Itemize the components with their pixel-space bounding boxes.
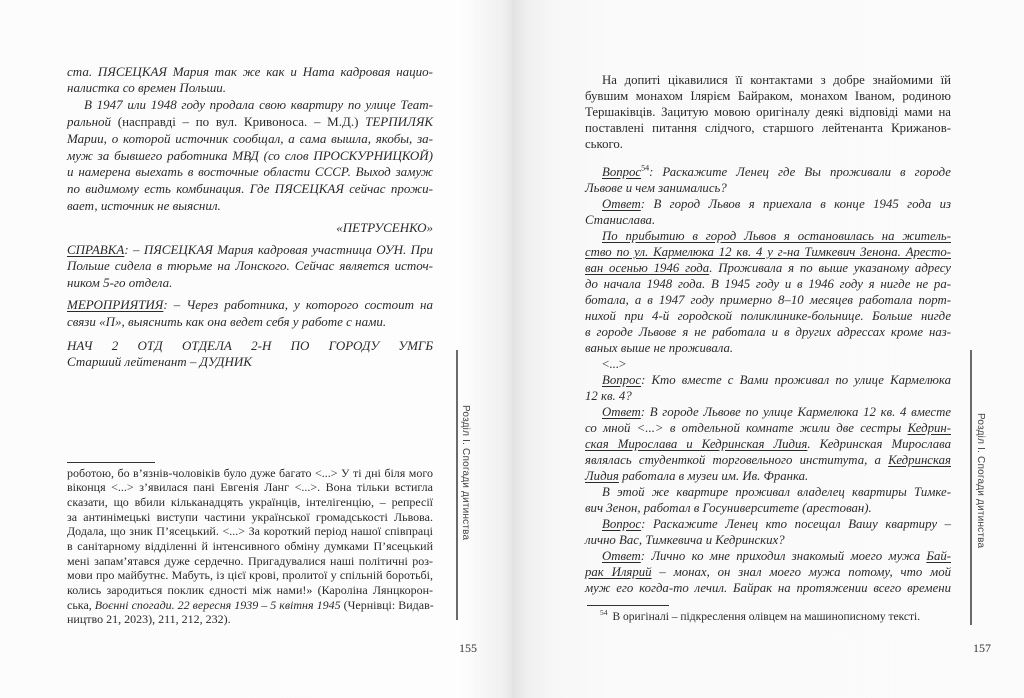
text-line: ником 5-го отдела. bbox=[67, 275, 173, 291]
paragraph bbox=[585, 196, 951, 228]
text-segment: со мной <...> в отдельной комнате жили две сестры bbox=[585, 421, 908, 435]
text-line bbox=[585, 260, 951, 276]
text-line bbox=[585, 436, 951, 452]
underlined-text: рак Илярий bbox=[585, 565, 652, 579]
underlined-text: Вопрос bbox=[602, 165, 642, 179]
text-line bbox=[585, 372, 951, 388]
text-line: Марии, о которой источник сообщал, а сама вышла, якобы, за- bbox=[67, 130, 433, 146]
footnote-divider bbox=[587, 605, 669, 606]
footnote-divider bbox=[67, 462, 155, 463]
paragraph bbox=[585, 484, 951, 516]
text-segment: Воєнні спогади. 22 вересня 1939 – 5 квітня 1945 bbox=[94, 597, 341, 612]
text-line bbox=[585, 516, 951, 532]
text-line: вает, источник не выяснил. bbox=[67, 197, 221, 213]
text-segment: . Проживала я по выше указаному адресу bbox=[709, 261, 951, 275]
side-rule bbox=[456, 350, 458, 620]
paragraph bbox=[67, 97, 433, 215]
text-line bbox=[67, 297, 433, 314]
right-page bbox=[512, 0, 1024, 698]
text-segment: : В город Львов я приехала в конце 1945 года из bbox=[640, 197, 951, 211]
paragraph bbox=[585, 72, 951, 152]
text-line: Станислава. bbox=[585, 213, 656, 227]
underlined-text: Ответ bbox=[602, 197, 641, 211]
right-page-body bbox=[585, 72, 951, 596]
footnote-text: В оригіналі – підкреслення олівцем на машинописному тексті. bbox=[612, 611, 921, 623]
text-segment: являлась студенткой торговельного института, а bbox=[585, 453, 889, 467]
text-line: ництво 21, 2023), 211, 212, 232). bbox=[67, 612, 231, 627]
signature bbox=[67, 220, 433, 237]
text-line: В этой же квартире проживал владелец квартиры Тимке- bbox=[602, 485, 951, 499]
text-line: Старший лейтенант – ДУДНИК bbox=[67, 354, 252, 370]
text-line bbox=[585, 164, 951, 180]
text-line bbox=[585, 452, 951, 468]
paragraph bbox=[585, 516, 951, 548]
text-line: в санітарному відділенні й інтенсивного обміну думками П’ясецький bbox=[67, 539, 433, 554]
text-line: нихой при 4-й городской поликлинике-больнице. Больше нигде bbox=[585, 309, 951, 323]
paragraph bbox=[67, 297, 433, 331]
text-line bbox=[67, 242, 433, 259]
side-rule bbox=[970, 350, 972, 625]
text-line bbox=[585, 244, 951, 260]
text-segment: (насправді – по вул. Кривоноса. – М.Д.) bbox=[117, 113, 359, 129]
text-line bbox=[67, 114, 433, 131]
text-segment: : Раскажите Ленец где Вы проживали в городе bbox=[649, 165, 951, 179]
left-page-footnote bbox=[67, 466, 433, 628]
underlined-text: Кедринская bbox=[888, 453, 951, 467]
text-line: мови про майбутнє. Мабуть, із цієї крові, пролитої у спільній боротьбі, bbox=[67, 568, 433, 583]
underlined-text: По прибытию в город Львов я остановилась на житель- bbox=[602, 229, 951, 243]
underlined-text: Кедрин- bbox=[907, 421, 951, 435]
text-line: ського. bbox=[585, 137, 624, 151]
text-line: поставлені питання слідчого, старшого лейтенанта Крижанов- bbox=[585, 121, 951, 135]
underlined-text: ская Мирослава и Кедринская Лидия bbox=[585, 437, 808, 451]
text-line: сказати, що вбили кільканадцять українців, інтелігенцію, – репресії bbox=[67, 494, 433, 509]
text-line: ста. ПЯСЕЦКАЯ Мария так же как и Ната кадровая нацио- bbox=[67, 63, 433, 79]
text-line bbox=[585, 420, 951, 436]
text-segment: (Чернівці: Видав- bbox=[340, 597, 434, 612]
paragraph bbox=[67, 338, 433, 372]
underlined-text: СПРАВКА bbox=[67, 241, 125, 257]
text-line: Польше сидела в тюрьме на Лонского. Сейчас является источ- bbox=[67, 258, 433, 274]
text-segment: ська, bbox=[67, 597, 95, 612]
paragraph bbox=[585, 548, 951, 596]
text-line: бувшим монахом Ілярієм Байраком, монахом Іваном, родиною bbox=[585, 89, 951, 103]
running-head: Розділ I. Спогади дитинства bbox=[460, 405, 471, 541]
text-segment: : Раскажите Ленец кто посещал Вашу квартиру – bbox=[641, 517, 951, 531]
text-line: муж за бывшего работника МВД (со слов ПРОСКУРНИЦКОЙ) bbox=[67, 147, 433, 163]
paragraph bbox=[67, 242, 433, 292]
footnote-marker: 54 bbox=[600, 608, 608, 618]
underlined-text: Вопрос bbox=[602, 373, 642, 387]
underlined-text: Ответ bbox=[602, 549, 641, 563]
text-line: муж его когда-то лечил. Байрак на протяжении всего времени bbox=[585, 581, 951, 595]
paragraph bbox=[585, 372, 951, 404]
text-line bbox=[585, 228, 951, 244]
text-segment: : – Через работника, у которого состоит на bbox=[163, 296, 433, 312]
paragraph bbox=[67, 64, 433, 98]
text-line bbox=[585, 564, 951, 580]
text-line: Львове и чем занимались? bbox=[585, 181, 727, 195]
text-line: за антинімецькі виступи частини української громадськості Львова. bbox=[67, 509, 433, 524]
text-line bbox=[585, 468, 951, 484]
text-line: связи «П», выяснить как она ведет себя у работе с нами. bbox=[67, 313, 387, 329]
text-segment: : Лично ко мне приходил знакомый моего мужа bbox=[640, 549, 927, 563]
text-line: Тершаківців. Зацитую мовою оригіналу деякі відповіді мами на bbox=[585, 105, 951, 119]
text-line: НАЧ 2 ОТД ОТДЕЛА 2-Н ПО ГОРОДУ УМГБ bbox=[67, 337, 433, 353]
text-line bbox=[585, 404, 951, 420]
text-line: На допиті цікавилися її контактами з добре знайомими їй bbox=[602, 73, 951, 87]
underlined-text: Лидия bbox=[585, 469, 619, 483]
text-line: «ПЕТРУСЕНКО» bbox=[336, 219, 433, 235]
page-number: 155 bbox=[459, 641, 477, 655]
underlined-text: ван осенью 1946 года bbox=[585, 261, 710, 275]
text-line: и намерена выехать в восточные области СССР. Выход замуж bbox=[67, 164, 433, 180]
text-line: В 1947 или 1948 году продала свою квартиру по улице Теат- bbox=[84, 97, 433, 113]
text-segment: ТЕРПИЛЯК bbox=[358, 113, 433, 129]
text-line: ботала, а в 1947 году примерно 8–10 месяцев работала порт- bbox=[585, 293, 951, 307]
text-line bbox=[585, 548, 951, 564]
paragraph bbox=[585, 164, 951, 196]
text-segment: : – ПЯСЕЦКАЯ Мария кадровая участница ОУН. При bbox=[124, 241, 433, 257]
text-line: колись зародиться поклик єдності між нами!» (Кароліна Лянцкорон- bbox=[67, 583, 433, 598]
text-line: <...> bbox=[602, 357, 627, 371]
text-segment: работала в музеи им. Ив. Франка. bbox=[618, 469, 809, 483]
paragraph bbox=[585, 356, 951, 372]
text-line: лично Вас, Тимкевича и Кедринских? bbox=[585, 533, 785, 547]
text-line bbox=[67, 598, 433, 613]
text-line bbox=[585, 196, 951, 212]
text-segment: : В городе Львове по улице Кармелюка 12 кв. 4 вместе bbox=[640, 405, 951, 419]
text-line: віконця <...> з’явилася пані Евгенія Ланг <...>. Вона тільки встигла bbox=[67, 480, 433, 495]
text-line: Додала, що зник П’ясецький. <...> За короткий період нашої співпраці bbox=[67, 524, 433, 539]
text-line: по видимому есть комбинация. Где ПЯСЕЦКАЯ сейчас прожи- bbox=[67, 181, 433, 197]
underlined-text: ство по ул. Кармелюка 12 кв. 4 у г-на Тимкевич Зенона. Aресто- bbox=[585, 245, 951, 259]
running-head: Розділ I. Спогади дитинства bbox=[975, 413, 986, 549]
text-line: роботою, бо в’язнів-чоловіків було дуже багато <...> У ті дні біля мого bbox=[67, 465, 433, 480]
underlined-text: МЕРОПРИЯТИЯ bbox=[67, 296, 164, 312]
paragraph bbox=[585, 404, 951, 484]
text-line: вич Зенон, работал в Госуниверситете (арестован). bbox=[585, 501, 872, 515]
text-segment: ральной bbox=[67, 113, 118, 129]
paragraph bbox=[585, 228, 951, 356]
page-number: 157 bbox=[973, 641, 991, 655]
text-segment: – монах, он знал моего мужа потому, что мой bbox=[651, 565, 952, 579]
text-segment: : Кто вместе с Вами проживал по улице Кармелюка bbox=[641, 373, 951, 387]
text-segment: . Кедринская Мирослава bbox=[807, 437, 951, 451]
text-line: налистка со времен Польши. bbox=[67, 80, 227, 96]
text-line: 12 кв. 4? bbox=[585, 389, 632, 403]
left-page-body bbox=[67, 64, 433, 372]
underlined-text: Вопрос bbox=[602, 517, 642, 531]
underlined-text: Бай- bbox=[926, 549, 951, 563]
footnote-reference: 54 bbox=[641, 163, 650, 173]
text-line: ваных выше не проживала. bbox=[585, 341, 734, 355]
underlined-text: Ответ bbox=[602, 405, 641, 419]
text-line: в городе Львове я не работала и в других адрессах кроме наз- bbox=[585, 325, 951, 339]
right-page-footnote bbox=[600, 609, 920, 625]
text-line: мені запам’ятався дуже сердечно. Пригадувалися наші політичні роз- bbox=[67, 553, 433, 568]
text-line: до начала 1948 года. В 1945 году и в 1946 году я нигде не ра- bbox=[585, 277, 951, 291]
